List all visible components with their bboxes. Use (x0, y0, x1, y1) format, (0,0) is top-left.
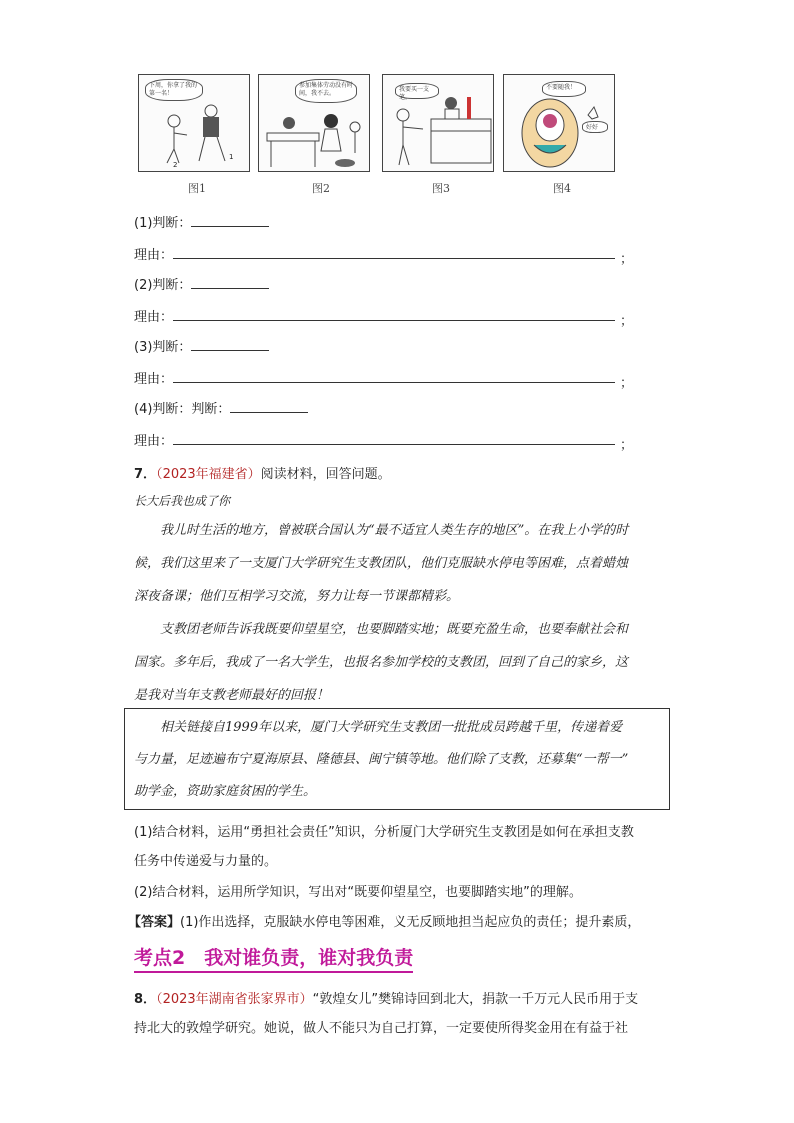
reason-label: 理由： (134, 248, 174, 263)
figure-caption: 图1 (188, 182, 206, 195)
box-line: 与力量，足迹遍布宁夏海原县、隆德县、闽宁镇等地。他们除了支教，还募集“一帮一” (134, 752, 629, 767)
comic-panel-1 (138, 74, 250, 172)
judge-label: (2)判断： (134, 278, 192, 293)
figure-number: 2 (173, 161, 178, 169)
judge-blank[interactable] (191, 338, 269, 351)
question-8-line-2: 持北大的敦煌学研究。她说，做人不能只为自己打算，一定要使所得奖金用在有益于社 (134, 1021, 629, 1036)
paren-open: （ (156, 992, 163, 1007)
question-text: “敦煌女儿”樊锦诗回到北大，捐款一千万元人民币用于支 (312, 992, 639, 1007)
judge-row-1 (134, 214, 269, 232)
reason-label: 理由： (134, 310, 174, 325)
answer-text: (1)作出选择，克服缺水停电等困难，义无反顾地担当起应负的责任；提升素质， (180, 915, 641, 930)
reason-blank[interactable] (173, 308, 615, 321)
answer (128, 911, 688, 930)
figure-number: 1 (229, 153, 234, 161)
comic-panel-3 (382, 74, 494, 172)
sub-question-line: 任务中传递爱与力量的。 (134, 854, 278, 869)
semicolon: ； (620, 314, 634, 329)
reason-label: 理由： (134, 372, 174, 387)
speech-bubble: 不要随我！ (542, 81, 586, 97)
story-line: 国家。多年后，我成了一名大学生，也报名参加学校的支教团，回到了自己的家乡，这 (134, 655, 629, 670)
semicolon: ； (620, 252, 634, 267)
comic-panel-2 (258, 74, 370, 172)
heading-underline (134, 971, 413, 973)
judge-row-3 (134, 338, 269, 356)
story-line: 是我对当年支教老师最好的回报！ (134, 688, 330, 703)
reason-blank[interactable] (173, 246, 615, 259)
question-number: 7． (134, 467, 157, 482)
reason-row-1 (134, 246, 615, 264)
section-heading (134, 943, 413, 970)
semicolon: ； (620, 438, 634, 453)
semicolon: ； (620, 376, 634, 391)
judge-label: (1)判断： (134, 216, 192, 231)
answer-label: 【答案】 (128, 915, 181, 930)
question-prompt: 阅读材料，回答问题。 (260, 467, 391, 482)
question-source: 2023年福建省 (162, 467, 248, 482)
story-line: 我儿时生活的地方，曾被联合国认为“最不适宜人类生存的地区”。在我上小学的时 (160, 523, 629, 538)
judge-blank[interactable] (230, 400, 308, 413)
reason-label: 理由： (134, 434, 174, 449)
paren-close: ） (299, 992, 313, 1007)
sub-question-2: (2)结合材料，运用所学知识，写出对“既要仰望星空，也要脚踏实地”的理解。 (134, 885, 582, 900)
question-source: 2023年湖南省张家界市 (162, 992, 300, 1007)
related-link-text (134, 712, 664, 808)
reason-row-2 (134, 308, 615, 326)
question-8-line-1 (134, 988, 694, 1007)
judge-row-2 (134, 276, 269, 294)
speech-bubble: 参加集体劳动没有时间，我不去。 (295, 79, 357, 103)
reason-blank[interactable] (173, 370, 615, 383)
reason-row-4 (134, 432, 615, 450)
speech-bubble: 我要买一支笔。 (395, 83, 439, 99)
judge-blank[interactable] (191, 276, 269, 289)
judge-label: (4)判断：判断： (134, 402, 231, 417)
figure-caption: 图4 (553, 182, 571, 195)
story-line: 候，我们这里来了一支厦门大学研究生支教团队，他们克服缺水停电等困难，点着蜡烛 (134, 556, 629, 571)
paren-open: （ (156, 467, 163, 482)
question-7-header (134, 463, 391, 482)
comic-drawing-2 (259, 75, 370, 172)
question-number: 8． (134, 992, 157, 1007)
judge-label: (3)判断： (134, 340, 192, 355)
story-line: 支教团老师告诉我既要仰望星空，也要脚踏实地；既要充盈生命，也要奉献社会和 (160, 622, 629, 637)
sub-question-1 (134, 818, 674, 876)
story-paragraph-2 (134, 613, 674, 712)
story-paragraph-1 (134, 514, 674, 613)
comic-panel-4 (503, 74, 615, 172)
figure-caption: 图3 (432, 182, 450, 195)
judge-row-4 (134, 400, 308, 418)
box-line: 助学金，资助家庭贫困的学生。 (134, 784, 317, 799)
paren-close: ） (247, 467, 261, 482)
comic-drawing-3 (383, 75, 494, 172)
reason-row-3 (134, 370, 615, 388)
speech-bubble: 好好 (582, 121, 608, 133)
judge-blank[interactable] (191, 214, 269, 227)
story-title: 长大后我也成了你 (134, 494, 231, 508)
speech-bubble: 下周，你拿了我的第一名！ (145, 79, 203, 101)
reason-blank[interactable] (173, 432, 615, 445)
sub-question-line: (1)结合材料，运用“勇担社会责任”知识，分析厦门大学研究生支教团是如何在承担支教 (134, 825, 634, 840)
figure-caption: 图2 (312, 182, 330, 195)
section-title: 考点2 我对谁负责，谁对我负责 (134, 947, 414, 969)
story-line: 深夜备课；他们互相学习交流，努力让每一节课都精彩。 (134, 589, 460, 604)
box-line: 相关链接自1999年以来，厦门大学研究生支教团一批批成员跨越千里，传递着爱 (160, 720, 623, 735)
